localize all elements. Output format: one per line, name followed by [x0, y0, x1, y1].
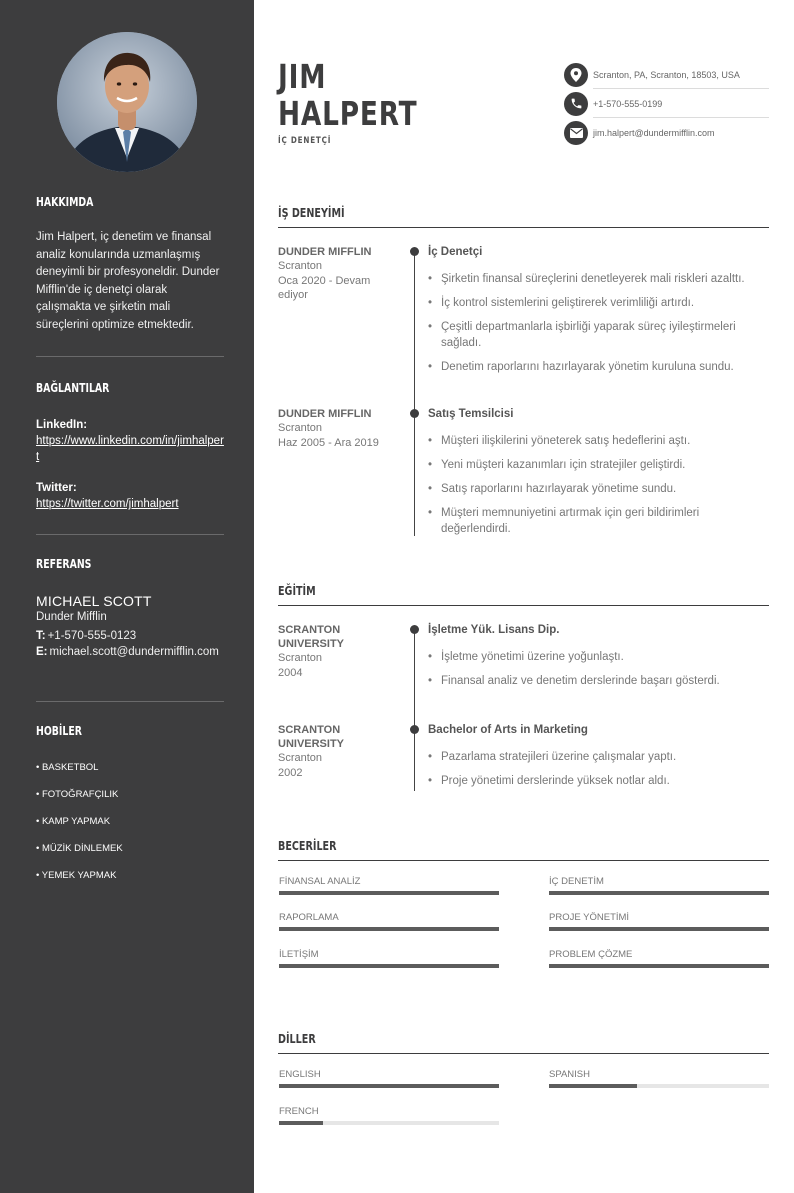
role-title: Satış Temsilcisi — [428, 408, 514, 420]
skill-bar-fill — [279, 964, 499, 968]
skill-bar-fill — [279, 927, 499, 931]
hobby-item: • MÜZİK DİNLEMEK — [36, 843, 123, 854]
hobby-item: • KAMP YAPMAK — [36, 816, 111, 827]
languages-heading: DİLLER — [278, 1032, 316, 1046]
link-linkedin — [36, 417, 224, 465]
language-item — [279, 1105, 499, 1125]
experience-details — [428, 245, 769, 383]
twitter-label: Twitter: — [36, 482, 77, 494]
skill-bar-fill — [549, 927, 769, 931]
skill-bar — [279, 891, 499, 895]
avatar — [57, 32, 197, 172]
timeline-dot — [410, 725, 419, 734]
language-bar-fill — [549, 1084, 637, 1088]
skill-name: İLETİŞİM — [279, 949, 319, 960]
job-title: İÇ DENETÇİ — [278, 136, 332, 146]
list-item: • İşletme yönetimi üzerine yoğunlaştı. — [428, 651, 624, 663]
about-text: Jim Halpert, iç denetim ve finansal analiz konularında uzmanlaşmış deneyimli bir profesyoneldir. Dunder Mifflin'de iç denetçi olarak çalışmakta ve şirketin mali süreçlerini optimize etmektedir. — [36, 231, 220, 331]
email-label: E: — [36, 646, 48, 658]
company-name: DUNDER MIFFLIN — [278, 246, 372, 258]
skill-name: PROBLEM ÇÖZME — [549, 949, 633, 960]
employment-dates: Haz 2005 - Ara 2019 — [278, 436, 379, 449]
contact-phone — [564, 89, 769, 118]
divider — [36, 534, 224, 535]
education-meta — [278, 723, 390, 780]
language-bar — [549, 1084, 769, 1088]
phone-label: T: — [36, 630, 46, 642]
full-name — [278, 58, 417, 132]
skill-item — [549, 875, 769, 895]
list-item: • Çeşitli departmanlarla işbirliği yaparak süreç iyileştirmeleri sağladı. — [428, 321, 736, 349]
skill-bar — [549, 891, 769, 895]
hobbies-heading: HOBİLER — [36, 724, 82, 738]
about-section — [36, 195, 224, 334]
education-details — [428, 723, 769, 797]
skill-bar-fill — [549, 891, 769, 895]
school-name: SCRANTON UNIVERSITY — [278, 624, 345, 650]
role-title: İç Denetçi — [428, 246, 483, 258]
school-location: Scranton — [278, 652, 323, 664]
list-item: • İç kontrol sistemlerini geliştirerek verimliliği artırdı. — [428, 297, 695, 309]
section-rule — [278, 1053, 769, 1054]
timeline-dot — [410, 247, 419, 256]
email-value: michael.scott@dundermifflin.com — [49, 646, 219, 658]
language-bar — [279, 1084, 499, 1088]
list-item: • Yeni müşteri kazanımları için stratejiler geliştirdi. — [428, 459, 686, 471]
list-item: • Şirketin finansal süreçlerini denetleyerek mali riskleri azalttı. — [428, 273, 745, 285]
email-text: jim.halpert@dundermifflin.com — [593, 127, 715, 138]
timeline-dot — [410, 625, 419, 634]
timeline-dot — [410, 409, 419, 418]
language-name: SPANISH — [549, 1069, 591, 1080]
hobbies-section — [36, 724, 224, 896]
links-heading: BAĞLANTILAR — [36, 381, 110, 395]
school-location: Scranton — [278, 752, 323, 764]
hobbies-list — [36, 761, 224, 896]
education-details — [428, 623, 769, 697]
divider — [36, 701, 224, 702]
timeline-line — [414, 250, 415, 536]
experience-meta — [278, 407, 390, 450]
degree-title: İşletme Yük. Lisans Dip. — [428, 624, 560, 636]
last-name: HALPERT — [278, 94, 418, 133]
section-rule — [278, 227, 769, 228]
list-item: • Satış raporlarını hazırlayarak yönetime sundu. — [428, 483, 677, 495]
language-item — [549, 1068, 769, 1088]
skill-name: RAPORLAMA — [279, 912, 339, 923]
skill-item — [279, 911, 499, 931]
skill-item — [549, 948, 769, 968]
hobby-item: • YEMEK YAPMAK — [36, 870, 117, 881]
divider — [36, 356, 224, 357]
address-text: Scranton, PA, Scranton, 18503, USA — [593, 69, 740, 80]
language-bar-fill — [279, 1084, 499, 1088]
skill-bar — [279, 927, 499, 931]
link-twitter — [36, 480, 224, 512]
skill-bar — [279, 964, 499, 968]
skill-item — [549, 911, 769, 931]
linkedin-label: LinkedIn: — [36, 419, 88, 431]
skill-bar — [549, 964, 769, 968]
about-heading: HAKKIMDA — [36, 195, 94, 209]
linkedin-link[interactable]: https://www.linkedin.com/in/jimhalpert — [36, 435, 224, 463]
skill-bar — [549, 927, 769, 931]
hobby-item: • FOTOĞRAFÇILIK — [36, 789, 119, 800]
graduation-year: 2004 — [278, 666, 303, 679]
first-name: JIM — [278, 57, 327, 96]
phone-icon — [564, 92, 588, 116]
language-name: FRENCH — [279, 1106, 319, 1117]
list-item: • Müşteri ilişkilerini yöneterek satış hedeflerini aştı. — [428, 435, 691, 447]
company-name: DUNDER MIFFLIN — [278, 408, 372, 420]
experience-details — [428, 407, 769, 545]
section-rule — [278, 605, 769, 606]
profile-photo — [57, 32, 197, 172]
phone-value: +1-570-555-0123 — [47, 630, 137, 642]
location-pin-icon — [564, 63, 588, 87]
list-item: • Proje yönetimi derslerinde yüksek notlar aldı. — [428, 775, 670, 787]
reference-heading: REFERANS — [36, 557, 92, 571]
phone-text: +1-570-555-0199 — [593, 98, 663, 109]
list-item: • Denetim raporlarını hazırlayarak yönetim kuruluna sundu. — [428, 361, 734, 373]
list-item: • Pazarlama stratejileri üzerine çalışmalar yaptı. — [428, 751, 677, 763]
school-name: SCRANTON UNIVERSITY — [278, 724, 345, 750]
language-item — [279, 1068, 499, 1088]
skill-item — [279, 948, 499, 968]
reference-name: MICHAEL SCOTT — [36, 593, 152, 609]
skill-bar-fill — [279, 891, 499, 895]
reference-company: Dunder Mifflin — [36, 611, 107, 623]
twitter-link[interactable]: https://twitter.com/jimhalpert — [36, 498, 179, 510]
company-location: Scranton — [278, 422, 323, 434]
skill-bar-fill — [549, 964, 769, 968]
sidebar — [0, 0, 254, 1193]
education-meta — [278, 623, 390, 680]
experience-heading: İŞ DENEYİMİ — [278, 206, 345, 220]
section-rule — [278, 860, 769, 861]
skill-name: İÇ DENETİM — [549, 876, 604, 887]
language-bar-fill — [279, 1121, 323, 1125]
language-name: ENGLISH — [279, 1069, 321, 1080]
skill-item — [279, 875, 499, 895]
skill-name: PROJE YÖNETİMİ — [549, 912, 630, 923]
hobby-item: • BASKETBOL — [36, 762, 99, 773]
links-section — [36, 381, 224, 512]
education-heading: EĞİTİM — [278, 584, 316, 598]
employment-dates: Oca 2020 - Devam ediyor — [278, 274, 371, 301]
skill-name: FİNANSAL ANALİZ — [279, 876, 361, 887]
reference-section — [36, 557, 224, 660]
timeline-line — [414, 628, 415, 791]
skills-heading: BECERİLER — [278, 839, 337, 853]
graduation-year: 2002 — [278, 766, 303, 779]
reference-email — [36, 644, 224, 660]
mail-icon — [564, 121, 588, 145]
language-bar — [279, 1121, 499, 1125]
contact-address — [564, 60, 769, 89]
company-location: Scranton — [278, 260, 323, 272]
degree-title: Bachelor of Arts in Marketing — [428, 724, 588, 736]
list-item: • Finansal analiz ve denetim derslerinde başarı gösterdi. — [428, 675, 720, 687]
reference-phone — [36, 628, 224, 644]
contact-email — [564, 118, 769, 147]
list-item: • Müşteri memnuniyetini artırmak için geri bildirimleri değerlendirdi. — [428, 507, 700, 535]
experience-meta — [278, 245, 390, 303]
